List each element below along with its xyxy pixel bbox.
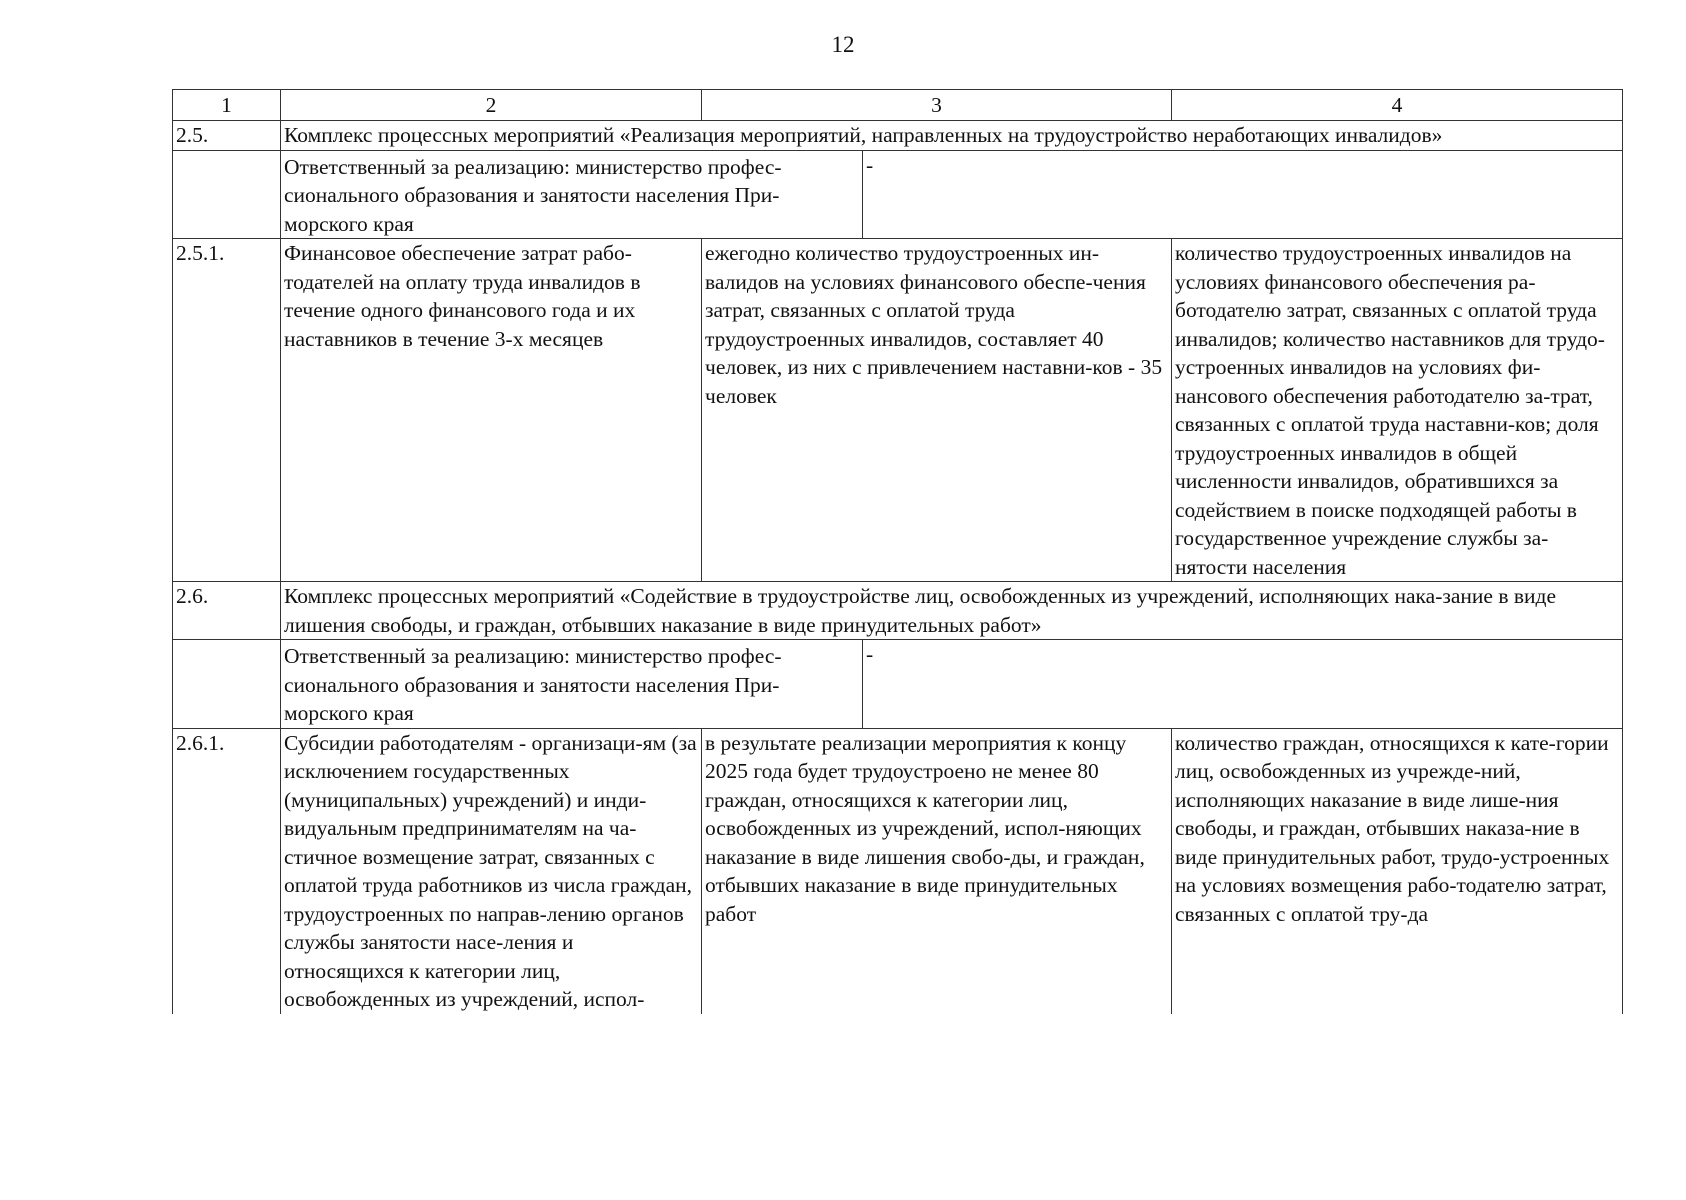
row-number: 2.6.: [173, 582, 281, 640]
responsible-text: Ответственный за реализацию: министерство профес-сионального образования и занятости населения При-морского края: [281, 640, 863, 728]
header-col-1: 1: [173, 90, 281, 121]
row-number: 2.6.1.: [173, 728, 281, 1014]
table-row: [173, 728, 1623, 1014]
table-row: [173, 239, 1623, 582]
expected-result-cell: ежегодно количество трудоустроенных ин-валидов на условиях финансового обеспе-чения затрат, связанных с оплатой труда трудоустроенных инвалидов, составляет 40 человек, из них с привлечением наставни-ков - 35 человек: [702, 239, 1172, 582]
responsible-value: -: [866, 152, 874, 177]
measures-table: [172, 89, 1623, 1014]
responsible-table: [281, 151, 1622, 239]
table-row: [173, 150, 1623, 239]
table-row: [173, 640, 1623, 729]
row-number: [173, 640, 281, 729]
responsible-table: [281, 640, 1622, 728]
row-number: 2.5.: [173, 121, 281, 151]
indicators-cell: количество граждан, относящихся к кате-гории лиц, освобожденных из учрежде-ний, исполняющих наказание в виде лише-ния свободы, и граждан, отбывших наказа-ние в виде принудительных работ, трудо-устроенных на условиях возмещения рабо-тодателю затрат, связанных с оплатой тру-да: [1172, 728, 1623, 1014]
header-col-3: 3: [702, 90, 1172, 121]
task-cell: Финансовое обеспечение затрат рабо-тодателей на оплату труда инвалидов в течение одного финансового года и их наставников в течение 3-х месяцев: [281, 239, 702, 582]
table-row: [173, 582, 1623, 640]
task-cell: Субсидии работодателям - организаци-ям (за исключением государственных (муниципальных) учреждений) и инди-видуальным предпринимателям на ча-стичное возмещение затрат, связанных с оплатой труда работников из числа граждан, трудоустроенных по направ-лению органов службы занятости насе-ления и относящихся к категории лиц, освобожденных из учреждений, испол-: [281, 728, 702, 1014]
expected-result-cell: в результате реализации мероприятия к концу 2025 года будет трудоустроено не менее 80 граждан, относящихся к категории лиц, освобожденных из учреждений, испол-няющих наказание в виде лишения свобо-ды, и граждан, отбывших наказание в виде принудительных работ: [702, 728, 1172, 1014]
header-col-2: 2: [281, 90, 702, 121]
section-title: Комплекс процессных мероприятий «Реализация мероприятий, направленных на трудоустройство неработающих инвалидов»: [281, 121, 1623, 151]
responsible-text: Ответственный за реализацию: министерство профес-сионального образования и занятости населения При-морского края: [281, 151, 863, 239]
row-number: 2.5.1.: [173, 239, 281, 582]
responsible-cell: [281, 150, 1623, 239]
header-col-4: 4: [1172, 90, 1623, 121]
responsible-value: -: [866, 642, 874, 666]
table-header-row: [173, 90, 1623, 121]
page-number: 12: [831, 32, 855, 57]
indicators-cell: количество трудоустроенных инвалидов на условиях финансового обеспечения ра-ботодателю затрат, связанных с оплатой труда инвалидов; количество наставников для трудо-устроенных инвалидов на условиях фи-нансового обеспечения работодателю за-трат, связанных с оплатой труда наставни-ков; доля трудоустроенных инвалидов в общей численности инвалидов, обратившихся за содействием в поиске подходящей работы в государственное учреждение службы за-нятости населения: [1172, 239, 1623, 582]
row-number: [173, 150, 281, 239]
section-title: Комплекс процессных мероприятий «Содействие в трудоустройстве лиц, освобожденных из учреждений, исполняющих нака-зание в виде лишения свободы, и граждан, отбывших наказание в виде принудительных работ»: [281, 582, 1623, 640]
table-row: [173, 121, 1623, 151]
responsible-cell: [281, 640, 1623, 729]
